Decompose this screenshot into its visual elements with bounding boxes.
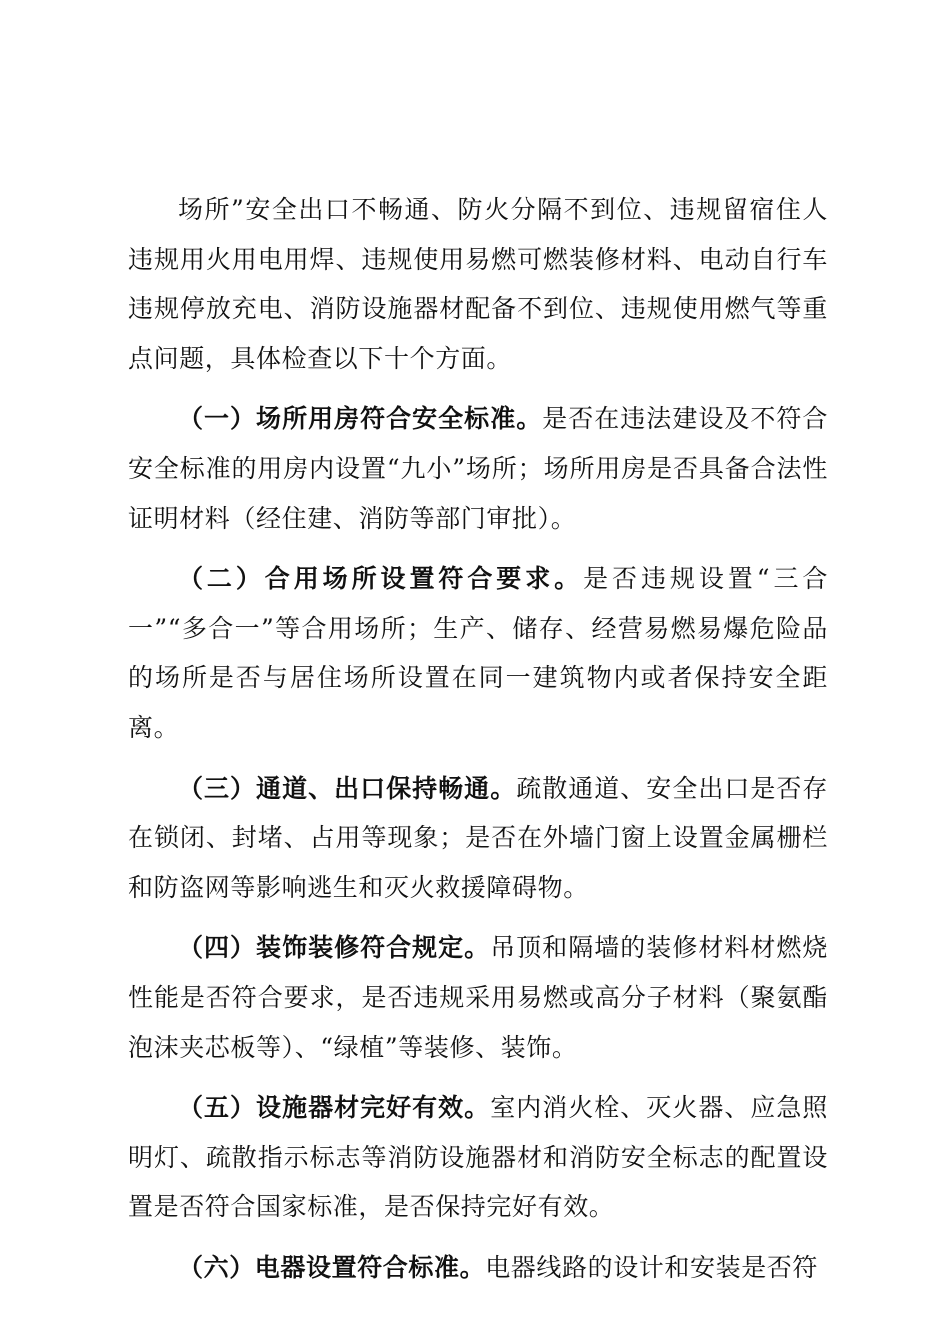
section-4-heading: （四）装饰装修符合规定。	[178, 933, 491, 963]
paragraph-text: 场所”安全出口不畅通、防火分隔不到位、违规留宿住人违规用火用电用焊、违规使用易燃可燃装修材料、电动自行车违规停放充电、消防设施器材配备不到位、违规使用燃气等重点问题，具体检查以下十个方面。	[128, 195, 828, 373]
document-body	[128, 185, 828, 1292]
section-3-heading: （三）通道、出口保持畅通。	[178, 773, 517, 803]
section-3-text: 疏散通道、安全出口是否存在锁闭、封堵、占用等现象；是否在外墙门窗上设置金属栅栏和防盗网等影响逃生和灭火救援障碍物。	[128, 773, 828, 902]
section-2-paragraph	[128, 554, 828, 752]
section-2-heading: （二）合用场所设置符合要求。	[178, 564, 584, 594]
section-1-paragraph	[128, 394, 828, 543]
section-6-heading: （六）电器设置符合标准。	[178, 1252, 486, 1282]
section-6-text: 电器线路的设计和安装是否符	[485, 1252, 819, 1282]
section-4-text: 吊顶和隔墙的装修材料材燃烧性能是否符合要求，是否违规采用易燃或高分子材料（聚氨酯泡沫夹芯板等）、“绿植”等装修、装饰。	[128, 933, 828, 1062]
section-5-text: 室内消火栓、灭火器、应急照明灯、疏散指示标志等消防设施器材和消防安全标志的配置设置是否符合国家标准，是否保持完好有效。	[128, 1093, 828, 1222]
section-6-paragraph	[128, 1243, 828, 1293]
section-4-paragraph	[128, 923, 828, 1072]
intro-paragraph	[128, 185, 828, 383]
section-5-paragraph	[128, 1083, 828, 1232]
section-1-heading: （一）场所用房符合安全标准。	[178, 404, 543, 434]
section-3-paragraph	[128, 764, 828, 913]
section-1-text: 是否在违法建设及不符合安全标准的用房内设置“九小”场所；场所用房是否具备合法性证明材料（经住建、消防等部门审批）。	[128, 404, 828, 533]
section-5-heading: （五）设施器材完好有效。	[178, 1093, 491, 1123]
section-2-text: 是否违规设置“三合一”“多合一”等合用场所；生产、储存、经营易燃易爆危险品的场所是否与居住场所设置在同一建筑物内或者保持安全距离。	[128, 564, 828, 742]
